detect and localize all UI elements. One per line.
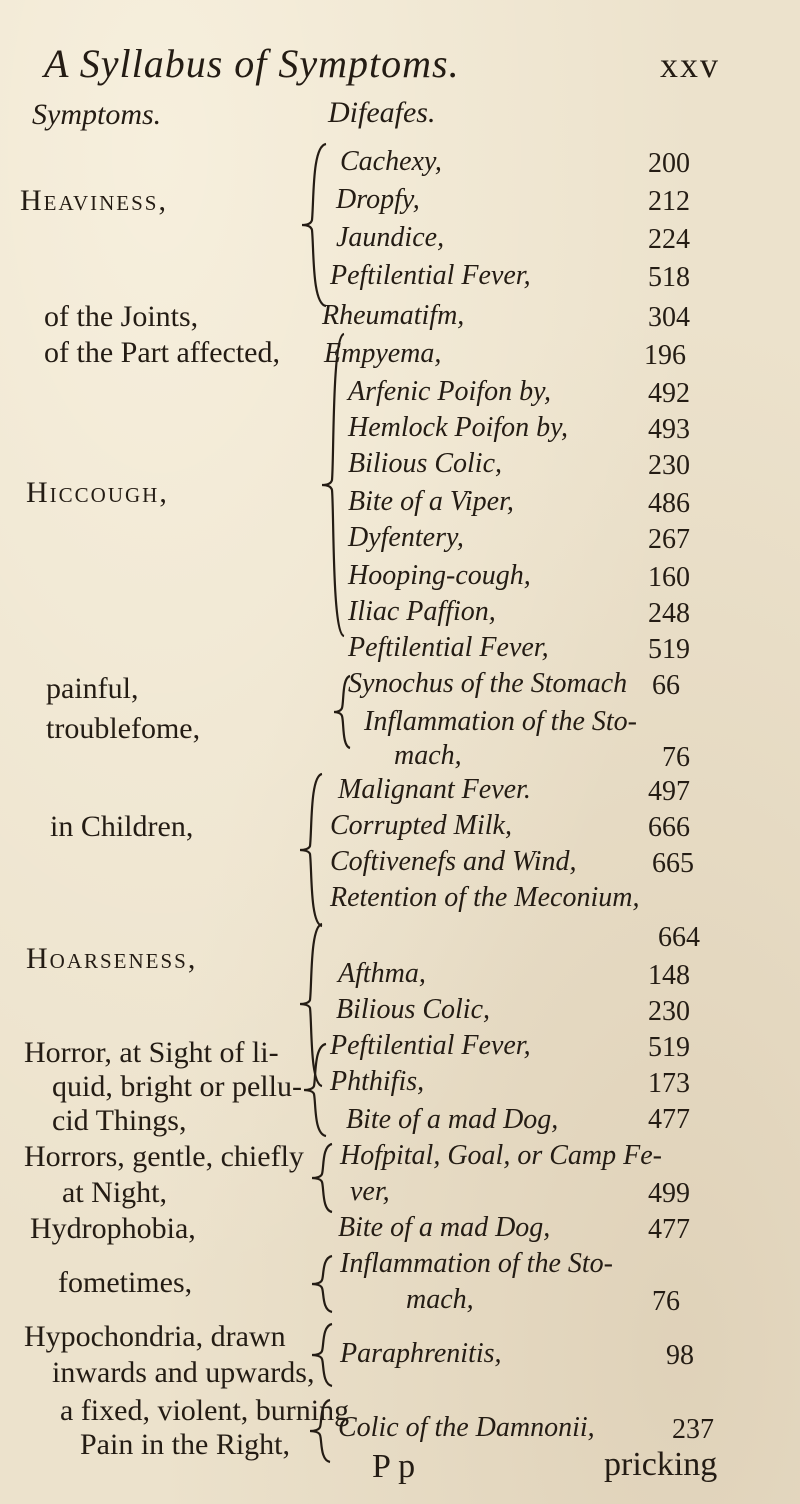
- brace-heaviness: [300, 140, 330, 310]
- diseases-column-heading: Difeafes.: [328, 96, 436, 129]
- symptom-entry: Pain in the Right,: [80, 1428, 290, 1461]
- running-title: A Syllabus of Symptoms.: [44, 41, 460, 86]
- symptom-entry: Hiccough,: [26, 476, 169, 509]
- disease-entry: Peftilential Fever,: [330, 1030, 531, 1061]
- page-reference: 486: [648, 488, 690, 519]
- page-reference: 497: [648, 776, 690, 807]
- brace-horror: [300, 1040, 330, 1140]
- symptom-entry: troublefome,: [46, 712, 201, 745]
- symptom-entry: fometimes,: [58, 1266, 193, 1299]
- symptom-entry: painful,: [46, 672, 139, 705]
- page-reference: 66: [652, 670, 680, 701]
- disease-entry: Empyema,: [324, 338, 442, 369]
- disease-entry: Inflammation of the Sto-: [364, 706, 637, 737]
- disease-entry: mach,: [394, 740, 462, 771]
- disease-entry: Corrupted Milk,: [330, 810, 512, 841]
- page-reference: 664: [658, 922, 700, 953]
- disease-entry: Peftilential Fever,: [330, 260, 531, 291]
- disease-entry: Afthma,: [338, 958, 426, 989]
- disease-entry: Peftilential Fever,: [348, 632, 549, 663]
- symptom-entry: at Night,: [62, 1176, 167, 1209]
- disease-entry: Rheumatifm,: [322, 300, 465, 331]
- disease-entry: Synochus of the Stomach: [348, 668, 628, 699]
- page-reference: 76: [652, 1286, 680, 1317]
- disease-entry: Malignant Fever.: [338, 774, 531, 805]
- disease-entry: Bite of a mad Dog,: [346, 1104, 559, 1135]
- symptom-entry: Horror, at Sight of li-: [24, 1036, 279, 1069]
- page-reference: 665: [652, 848, 694, 879]
- page-reference: 492: [648, 378, 690, 409]
- symptom-entry: of the Joints,: [44, 300, 199, 333]
- disease-entry: Iliac Paffion,: [348, 596, 496, 627]
- disease-entry: Bite of a mad Dog,: [338, 1212, 551, 1243]
- catchword: pricking: [604, 1446, 718, 1483]
- disease-entry: Inflammation of the Sto-: [340, 1248, 613, 1279]
- page-reference: 196: [644, 340, 686, 371]
- symptom-entry: Heaviness,: [20, 184, 168, 217]
- symptom-entry: Hypochondria, drawn: [24, 1320, 286, 1353]
- disease-entry: Bilious Colic,: [348, 448, 502, 479]
- page-reference: 173: [648, 1068, 690, 1099]
- page-reference: 304: [648, 302, 690, 333]
- disease-entry: Colic of the Damnonii,: [338, 1412, 595, 1443]
- symptoms-column-heading: Symptoms.: [32, 98, 162, 131]
- page-reference: 212: [648, 186, 690, 217]
- symptom-entry: quid, bright or pellu-: [52, 1070, 302, 1103]
- page-reference: 237: [672, 1414, 714, 1445]
- symptom-entry: Hoarseness,: [26, 942, 198, 975]
- brace-children: [296, 770, 326, 930]
- page-reference: 224: [648, 224, 690, 255]
- disease-entry: Dyfentery,: [348, 522, 464, 553]
- page-reference: 518: [648, 262, 690, 293]
- page-reference: 267: [648, 524, 690, 555]
- disease-entry: Cachexy,: [340, 146, 442, 177]
- page-reference: 230: [648, 996, 690, 1027]
- page-reference: 519: [648, 1032, 690, 1063]
- brace-hydrophobia: [308, 1252, 336, 1316]
- page-reference: 519: [648, 634, 690, 665]
- disease-entry: Retention of the Meconium,: [330, 882, 640, 913]
- page-reference: 230: [648, 450, 690, 481]
- page-reference: 248: [648, 598, 690, 629]
- disease-entry: Arfenic Poifon by,: [348, 376, 551, 407]
- disease-entry: Hemlock Poifon by,: [348, 412, 569, 443]
- brace-hiccough: [318, 330, 348, 640]
- page-reference: 666: [648, 812, 690, 843]
- page-reference: 76: [662, 742, 690, 773]
- symptom-entry: in Children,: [50, 810, 194, 843]
- disease-entry: Jaundice,: [336, 222, 445, 253]
- symptom-entry: a fixed, violent, burning: [60, 1394, 350, 1427]
- disease-entry: mach,: [406, 1284, 474, 1315]
- disease-entry: Phthifis,: [330, 1066, 425, 1097]
- page-reference: 493: [648, 414, 690, 445]
- disease-entry: Dropfy,: [336, 184, 420, 215]
- brace-hypochondria: [308, 1320, 336, 1390]
- disease-entry: Paraphrenitis,: [340, 1338, 502, 1369]
- page-number: xxv: [660, 45, 720, 85]
- disease-entry: Bilious Colic,: [336, 994, 490, 1025]
- symptom-entry: of the Part affected,: [44, 336, 281, 369]
- symptom-entry: cid Things,: [52, 1104, 187, 1137]
- disease-entry: Bite of a Viper,: [348, 486, 514, 517]
- disease-entry: Hofpital, Goal, or Camp Fe-: [340, 1140, 662, 1171]
- disease-entry: ver,: [350, 1176, 390, 1207]
- page-reference: 148: [648, 960, 690, 991]
- page-reference: 477: [648, 1214, 690, 1245]
- page-reference: 160: [648, 562, 690, 593]
- symptom-entry: Horrors, gentle, chiefly: [24, 1140, 304, 1173]
- page-reference: 477: [648, 1104, 690, 1135]
- symptom-entry: Hydrophobia,: [30, 1212, 196, 1245]
- page-reference: 200: [648, 148, 690, 179]
- disease-entry: Coftivenefs and Wind,: [330, 846, 577, 877]
- page-reference: 499: [648, 1178, 690, 1209]
- brace-horrors: [308, 1140, 336, 1216]
- signature-mark: P p: [372, 1448, 416, 1485]
- page-reference: 98: [666, 1340, 694, 1371]
- symptom-entry: inwards and upwards,: [52, 1356, 315, 1389]
- brace-burning-pain: [306, 1396, 334, 1466]
- disease-entry: Hooping-cough,: [348, 560, 531, 591]
